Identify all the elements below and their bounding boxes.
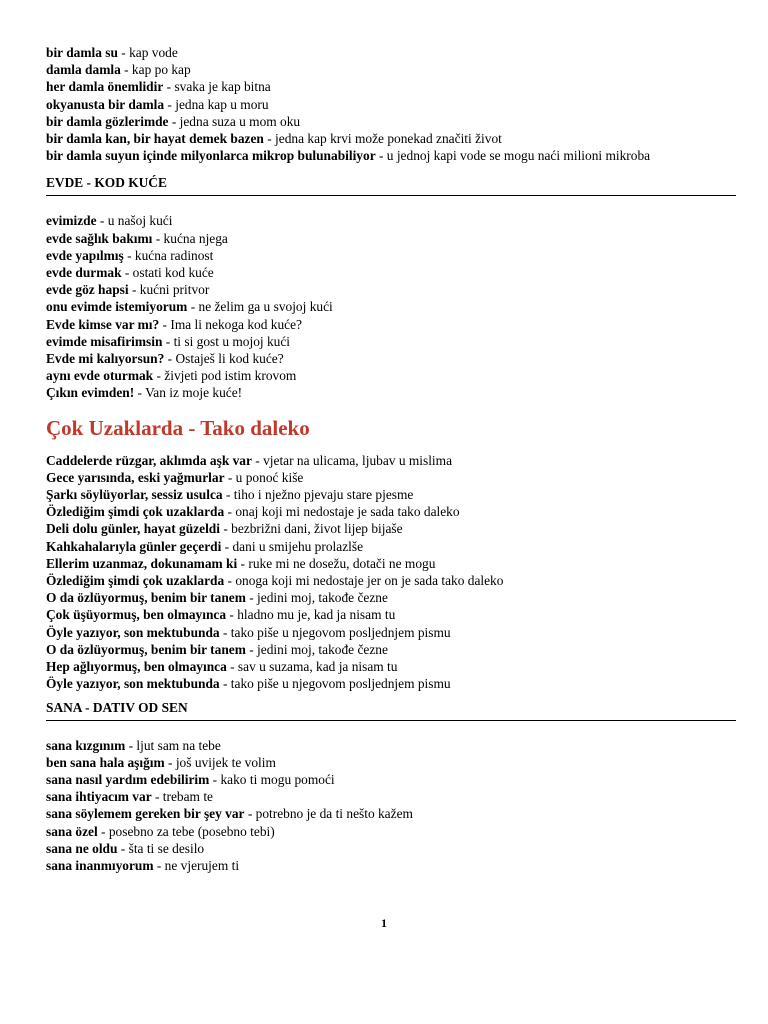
turkish-phrase: bir damla su: [46, 45, 118, 60]
phrase-line: [46, 658, 736, 675]
translation: - Ostaješ li kod kuće?: [164, 351, 284, 367]
turkish-phrase: Ellerim uzanmaz, dokunamam ki: [46, 555, 238, 571]
turkish-phrase: O da özlüyormuş, benim bir tanem: [46, 641, 246, 657]
translation: - kućni pritvor: [128, 282, 210, 298]
turkish-phrase: okyanusta bir damla: [46, 96, 165, 112]
turkish-phrase: evde sağlık bakımı: [46, 230, 153, 246]
phrase-list-sana: [46, 737, 736, 875]
phrase-line: [46, 147, 736, 164]
phrase-line: [46, 737, 736, 754]
turkish-phrase: damla damla: [46, 62, 121, 78]
translation: - kućna radinost: [123, 247, 214, 263]
turkish-phrase: Evde kimse var mı?: [46, 316, 160, 332]
translation: - jedna suza u mom oku: [168, 113, 301, 129]
phrase-line: [46, 486, 736, 503]
translation: - jedini moj, takođe čezne: [245, 641, 388, 657]
turkish-phrase: her damla önemlidir: [46, 79, 164, 95]
turkish-phrase: bir damla gözlerimde: [46, 113, 169, 129]
turkish-phrase: Caddelerde rüzgar, aklımda aşk var: [46, 452, 252, 468]
translation: - kućna njega: [152, 230, 228, 246]
translation: - ostati kod kuće: [121, 265, 214, 281]
phrase-line: [46, 384, 736, 401]
phrase-line: [46, 452, 736, 469]
translation: - tako piše u njegovom posljednjem pismu: [219, 624, 451, 640]
phrase-line: [46, 771, 736, 788]
translation: - kako ti mogu pomoći: [209, 771, 335, 787]
translation: - ljut sam na tebe: [125, 737, 221, 753]
translation: - u našoj kući: [96, 213, 173, 229]
turkish-phrase: aynı evde oturmak: [46, 368, 154, 384]
translation: - vjetar na ulicama, ljubav u mislima: [251, 452, 453, 468]
phrase-line: [46, 520, 736, 537]
phrase-line: [46, 538, 736, 555]
turkish-phrase: sana nasıl yardım edebilirim: [46, 771, 210, 787]
phrase-line: [46, 113, 736, 130]
translation: - Ima li nekoga kod kuće?: [159, 316, 302, 332]
turkish-phrase: sana özel: [46, 823, 98, 839]
turkish-phrase: Özlediğim şimdi çok uzaklarda: [46, 504, 225, 520]
phrase-line: [46, 78, 736, 95]
phrase-line: [46, 555, 736, 572]
turkish-phrase: Şarkı söylüyorlar, sessiz usulca: [46, 487, 223, 503]
turkish-phrase: Hep ağlıyormuş, ben olmayınca: [46, 659, 227, 675]
translation: - u ponoć kiše: [224, 469, 304, 485]
translation: - šta ti se desilo: [117, 840, 205, 856]
phrase-line: [46, 823, 736, 840]
translation: - ruke mi ne dosežu, dotači ne mogu: [237, 555, 436, 571]
turkish-phrase: sana ne oldu: [46, 840, 118, 856]
phrase-line: [46, 754, 736, 771]
translation: - sav u suzama, kad ja nisam tu: [226, 659, 398, 675]
turkish-phrase: bir damla suyun içinde milyonlarca mikrop bulunabiliyor: [46, 148, 376, 164]
turkish-phrase: evimizde: [46, 213, 97, 229]
translation: - tako piše u njegovom posljednjem pismu: [219, 676, 451, 692]
phrase-line: [46, 840, 736, 857]
phrase-list-evde: [46, 212, 736, 401]
section-heading-evde: EVDE - KOD KUĆE: [46, 174, 736, 196]
phrase-list-damla: [46, 44, 736, 164]
page-number: 1: [381, 916, 387, 930]
section-heading-sana: SANA - DATIV OD SEN: [46, 699, 736, 721]
translation: - tiho i nježno pjevaju stare pjesme: [222, 487, 414, 503]
turkish-phrase: Özlediğim şimdi çok uzaklarda: [46, 573, 225, 589]
phrase-line: [46, 130, 736, 147]
phrase-line: [46, 503, 736, 520]
translation: - jedini moj, takođe čezne: [245, 590, 388, 606]
phrase-line: [46, 61, 736, 78]
turkish-phrase: sana söylemem gereken bir şey var: [46, 806, 245, 822]
turkish-phrase: Deli dolu günler, hayat güzeldi: [46, 521, 220, 537]
turkish-phrase: ben sana hala aşığım: [46, 754, 165, 770]
translation: - još uvijek te volim: [164, 754, 276, 770]
translation: - kap vode: [117, 45, 178, 60]
translation: - dani u smijehu prolazlše: [221, 538, 364, 554]
turkish-phrase: sana inanmıyorum: [46, 857, 154, 873]
turkish-phrase: Çıkın evimden!: [46, 385, 135, 401]
phrase-line: [46, 298, 736, 315]
phrase-line: [46, 589, 736, 606]
phrase-line: [46, 675, 736, 692]
translation: - trebam te: [151, 789, 213, 805]
phrase-line: [46, 469, 736, 486]
phrase-line: [46, 857, 736, 874]
translation: - Van iz moje kuće!: [134, 385, 243, 401]
turkish-phrase: onu evimde istemiyorum: [46, 299, 188, 315]
phrase-line: [46, 641, 736, 658]
phrase-line: [46, 805, 736, 822]
translation: - potrebno je da ti nešto kažem: [244, 806, 413, 822]
document-page: [46, 44, 736, 874]
phrase-line: [46, 367, 736, 384]
translation: - ne želim ga u svojoj kući: [187, 299, 333, 315]
phrase-line: [46, 230, 736, 247]
phrase-line: [46, 606, 736, 623]
phrase-line: [46, 44, 736, 61]
turkish-phrase: Kahkahalarıyla günler geçerdi: [46, 538, 222, 554]
translation: - posebno za tebe (posebno tebi): [97, 823, 275, 839]
turkish-phrase: Gece yarısında, eski yağmurlar: [46, 469, 225, 485]
phrase-line: [46, 247, 736, 264]
phrase-line: [46, 96, 736, 113]
phrase-line: [46, 572, 736, 589]
phrase-line: [46, 316, 736, 333]
turkish-phrase: Öyle yazıyor, son mektubunda: [46, 624, 220, 640]
phrase-line: [46, 788, 736, 805]
turkish-phrase: evde yapılmış: [46, 247, 124, 263]
translation: - ti si gost u mojoj kući: [162, 333, 291, 349]
turkish-phrase: Evde mi kalıyorsun?: [46, 351, 165, 367]
translation: - onoga koji mi nedostaje jer on je sada tako daleko: [224, 573, 504, 589]
phrase-line: [46, 333, 736, 350]
phrase-line: [46, 264, 736, 281]
turkish-phrase: evde göz hapsi: [46, 282, 129, 298]
phrase-line: [46, 212, 736, 229]
translation: - u jednoj kapi vode se mogu naći milioni mikroba: [375, 148, 651, 164]
turkish-phrase: bir damla kan, bir hayat demek bazen: [46, 131, 264, 147]
translation: - jedna kap u moru: [164, 96, 269, 112]
turkish-phrase: O da özlüyormuş, benim bir tanem: [46, 590, 246, 606]
translation: - jedna kap krvi može ponekad značiti život: [263, 131, 502, 147]
translation: - živjeti pod istim krovom: [153, 368, 297, 384]
translation: - ne vjerujem ti: [153, 857, 240, 873]
phrase-line: [46, 350, 736, 367]
translation: - onaj koji mi nedostaje je sada tako daleko: [224, 504, 460, 520]
song-title: Çok Uzaklarda - Tako daleko: [46, 415, 310, 440]
turkish-phrase: evimde misafirimsin: [46, 333, 163, 349]
turkish-phrase: sana kızgınım: [46, 737, 126, 753]
translation: - bezbrižni dani, život lijep bijaše: [219, 521, 403, 537]
translation: - kap po kap: [120, 62, 191, 78]
turkish-phrase: Öyle yazıyor, son mektubunda: [46, 676, 220, 692]
translation: - hladno mu je, kad ja nisam tu: [226, 607, 396, 623]
translation: - svaka je kap bitna: [163, 79, 271, 95]
turkish-phrase: Çok üşüyormuş, ben olmayınca: [46, 607, 227, 623]
phrase-line: [46, 624, 736, 641]
turkish-phrase: sana ihtiyacım var: [46, 789, 152, 805]
turkish-phrase: evde durmak: [46, 265, 122, 281]
phrase-line: [46, 281, 736, 298]
song-lyrics: [46, 452, 736, 693]
